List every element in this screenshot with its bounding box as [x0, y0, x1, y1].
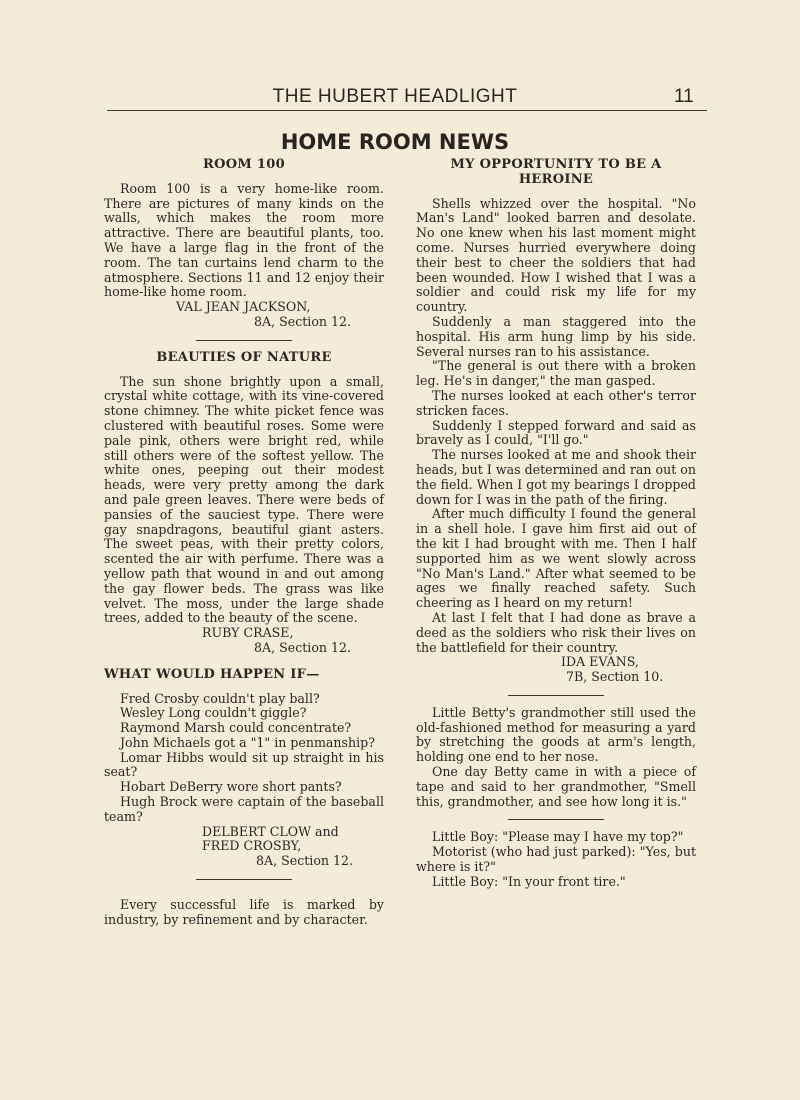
heroine-paragraph: The nurses looked at each other's terror stricken faces.: [416, 387, 696, 418]
betty-paragraph: Little Betty's grandmother still used the old-fashioned method for measuring a yard by stretching the goods at arm's length, holding one end to her nose.: [416, 704, 696, 765]
what-would-item: John Michaels got a "1" in penmanship?: [120, 734, 375, 750]
room100-body: Room 100 is a very home-like room. There are pictures of many kinds on the walls, which makes the room more attractive. There are beautiful plants, too. We have a large flag in the front of the room. The tan curtains lend charm to the atmosphere. Sections 11 and 12 enjoy their home-like home room.: [104, 180, 384, 300]
divider: [196, 879, 292, 880]
page-number: 11: [674, 86, 694, 107]
left-column: [104, 158, 384, 928]
heroine-paragraph: "The general is out there with a broken leg. He's in danger," the man gasped.: [416, 358, 696, 389]
beauties-body: The sun shone brightly upon a small, crystal white cottage, with its vine-covered stone chimney. The white picket fence was clustered with beautiful roses. Some were pale pink, others were bright red, while still others were of the softest yellow. The white ones, peeping out their modest heads, were very pretty among the dark and pale green leaves. There were beds of pansies of the sauciest type. There were gay snapdragons, beautiful giant asters. The sweet peas, with their pretty colors, scented the air with perfume. There was a yellow path that wound in and out among the gay flower beds. The grass was like velvet. The moss, under the large shade trees, added to the beauty of the scene.: [104, 373, 384, 626]
refinement-quote: Every successful life is marked by industry, by refinement and by character.: [104, 897, 384, 927]
joke-line: Little Boy: "Please may I have my top?": [432, 829, 684, 845]
room100-heading: ROOM 100: [203, 157, 285, 172]
betty-paragraph: One day Betty came in with a piece of tape and said to her grandmother, "Smell this, grandmother, and see how long it is.": [416, 764, 696, 809]
header-rule: [107, 110, 707, 111]
what-would-item: Raymond Marsh could concentrate?: [120, 720, 352, 736]
divider: [508, 695, 604, 696]
heroine-paragraph: At last I felt that I had done as brave a deed as the soldiers who risk their lives on the battlefield for their country.: [416, 609, 696, 655]
heroine-paragraph: Suddenly I stepped forward and said as bravely as I could, "I'll go.": [416, 417, 696, 448]
heroine-heading: MY OPPORTUNITY TO BE A HEROINE: [450, 157, 662, 187]
page-header: [0, 86, 800, 108]
heroine-paragraph: After much difficulty I found the general in a shell hole. I gave him first aid out of the kit I had brought with me. Then I half supported him as we went slowly across "No Man's Land." After what seemed to be ages we finally reached safety. Such cheering as I heard on my return!: [416, 506, 696, 611]
page-title: HOME ROOM NEWS: [280, 130, 510, 154]
what-would-item: Fred Crosby couldn't play ball?: [120, 690, 320, 706]
what-would-item: Wesley Long couldn't giggle?: [120, 705, 307, 721]
beauties-heading: BEAUTIES OF NATURE: [156, 349, 332, 365]
right-column: [416, 158, 696, 890]
beauties-author: RUBY CRASE,: [202, 625, 294, 641]
what-would-item: Hobart DeBerry wore short pants?: [120, 779, 342, 795]
beauties-section: 8A, Section 12.: [254, 639, 352, 655]
joke-line: Little Boy: "In your front tire.": [432, 873, 626, 889]
what-would-section: 8A, Section 12.: [256, 853, 354, 869]
divider: [196, 340, 292, 341]
heroine-section: 7B, Section 10.: [566, 669, 664, 685]
heroine-paragraph: Shells whizzed over the hospital. "No Man's Land" looked barren and desolate. No one knew when his last moment might come. Nurses hurried everywhere doing their best to cheer the soldiers that had been wounded. How I wished that I was a soldier and could risk my life for my country.: [416, 195, 696, 315]
heroine-paragraph: Suddenly a man staggered into the hospital. His arm hung limp by his side. Several nurses ran to his assistance.: [416, 313, 696, 359]
newspaper-title: THE HUBERT HEADLIGHT: [272, 86, 518, 107]
room100-section: 8A, Section 12.: [254, 313, 352, 329]
what-would-author: DELBERT CLOW and: [202, 823, 339, 839]
what-would-item: Hugh Brock were captain of the baseball team?: [104, 794, 384, 824]
heroine-paragraph: The nurses looked at me and shook their heads, but I was determined and ran out on the field. When I got my bearings I dropped down for I was in the path of the firing.: [416, 447, 696, 507]
what-would-author: FRED CROSBY,: [202, 838, 302, 854]
what-would-heading: WHAT WOULD HAPPEN IF—: [104, 666, 320, 682]
room100-author: VAL JEAN JACKSON,: [176, 299, 311, 315]
joke-line: Motorist (who had just parked): "Yes, but where is it?": [416, 844, 696, 875]
spacer: [104, 656, 384, 668]
heroine-author: IDA EVANS,: [561, 654, 639, 670]
divider: [508, 819, 604, 820]
what-would-item: Lomar Hibbs would sit up straight in his seat?: [104, 749, 384, 780]
